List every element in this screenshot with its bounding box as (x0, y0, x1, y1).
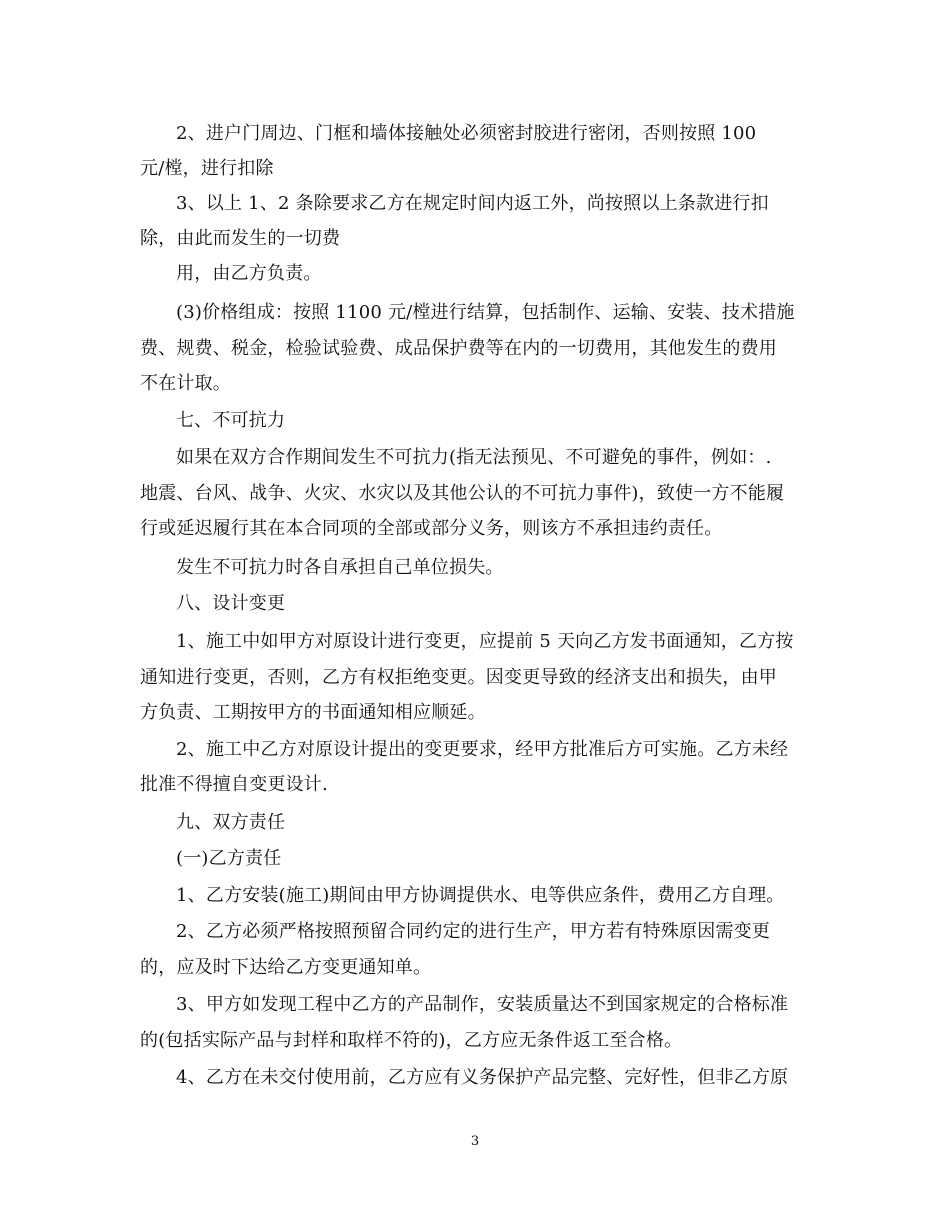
section-heading: 九、双方责任 (176, 812, 286, 833)
paragraph-line: (3)价格组成：按照 1100 元/樘进行结算，包括制作、运输、安装、技术措施 (176, 302, 795, 323)
subsection-heading: (一)乙方责任 (176, 848, 282, 869)
paragraph-line: 3、以上 1、2 条除要求乙方在规定时间内返工外，尚按照以上条款进行扣 (176, 193, 769, 214)
paragraph-line: 批准不得擅自变更设计. (140, 774, 328, 795)
paragraph-line: 发生不可抗力时各自承担自己单位损失。 (176, 557, 504, 578)
paragraph-line: 2、乙方必须严格按照预留合同约定的进行生产，甲方若有特殊原因需变更 (176, 921, 771, 942)
paragraph-line: 元/樘，进行扣除 (140, 158, 274, 179)
section-heading: 八、设计变更 (176, 593, 286, 614)
paragraph-line: 的，应及时下达给乙方变更通知单。 (140, 957, 432, 978)
paragraph-line: 通知进行变更，否则，乙方有权拒绝变更。因变更导致的经济支出和损失，由甲 (140, 667, 777, 688)
paragraph-line: 2、施工中乙方对原设计提出的变更要求，经甲方批准后方可实施。乙方未经 (176, 739, 789, 760)
paragraph-line: 用，由乙方负责。 (176, 263, 322, 284)
section-heading: 七、不可抗力 (176, 410, 286, 431)
page-number: 3 (470, 1134, 480, 1149)
paragraph-line: 的(包括实际产品与封样和取样不符的)，乙方应无条件返工至合格。 (140, 1030, 683, 1051)
paragraph-line: 1、施工中如甲方对原设计进行变更，应提前 5 天向乙方发书面通知，乙方按 (176, 631, 794, 652)
paragraph-line: 1、乙方安装(施工)期间由甲方协调提供水、电等供应条件，费用乙方自理。 (176, 885, 785, 906)
paragraph-line: 除，由此而发生的一切费 (140, 228, 341, 249)
paragraph-line: 如果在双方合作期间发生不可抗力(指无法预见、不可避免的事件，例如：. (176, 447, 772, 468)
paragraph-line: 费、规费、税金，检验试验费、成品保护费等在内的一切费用，其他发生的费用 (140, 338, 777, 359)
paragraph-line: 3、甲方如发现工程中乙方的产品制作，安装质量达不到国家规定的合格标准 (176, 994, 789, 1015)
paragraph-line: 不在计取。 (140, 373, 231, 394)
paragraph-line: 2、进户门周边、门框和墙体接触处必须密封胶进行密闭，否则按照 100 (176, 123, 757, 144)
paragraph-line: 4、乙方在未交付使用前，乙方应有义务保护产品完整、完好性，但非乙方原 (176, 1067, 789, 1088)
paragraph-line: 行或延迟履行其在本合同项的全部或部分义务，则该方不承担违约责任。 (140, 518, 723, 539)
paragraph-line: 方负责、工期按甲方的书面通知相应顺延。 (140, 702, 486, 723)
paragraph-line: 地震、台风、战争、火灾、水灾以及其他公认的不可抗力事件)，致使一方不能履 (140, 483, 785, 504)
